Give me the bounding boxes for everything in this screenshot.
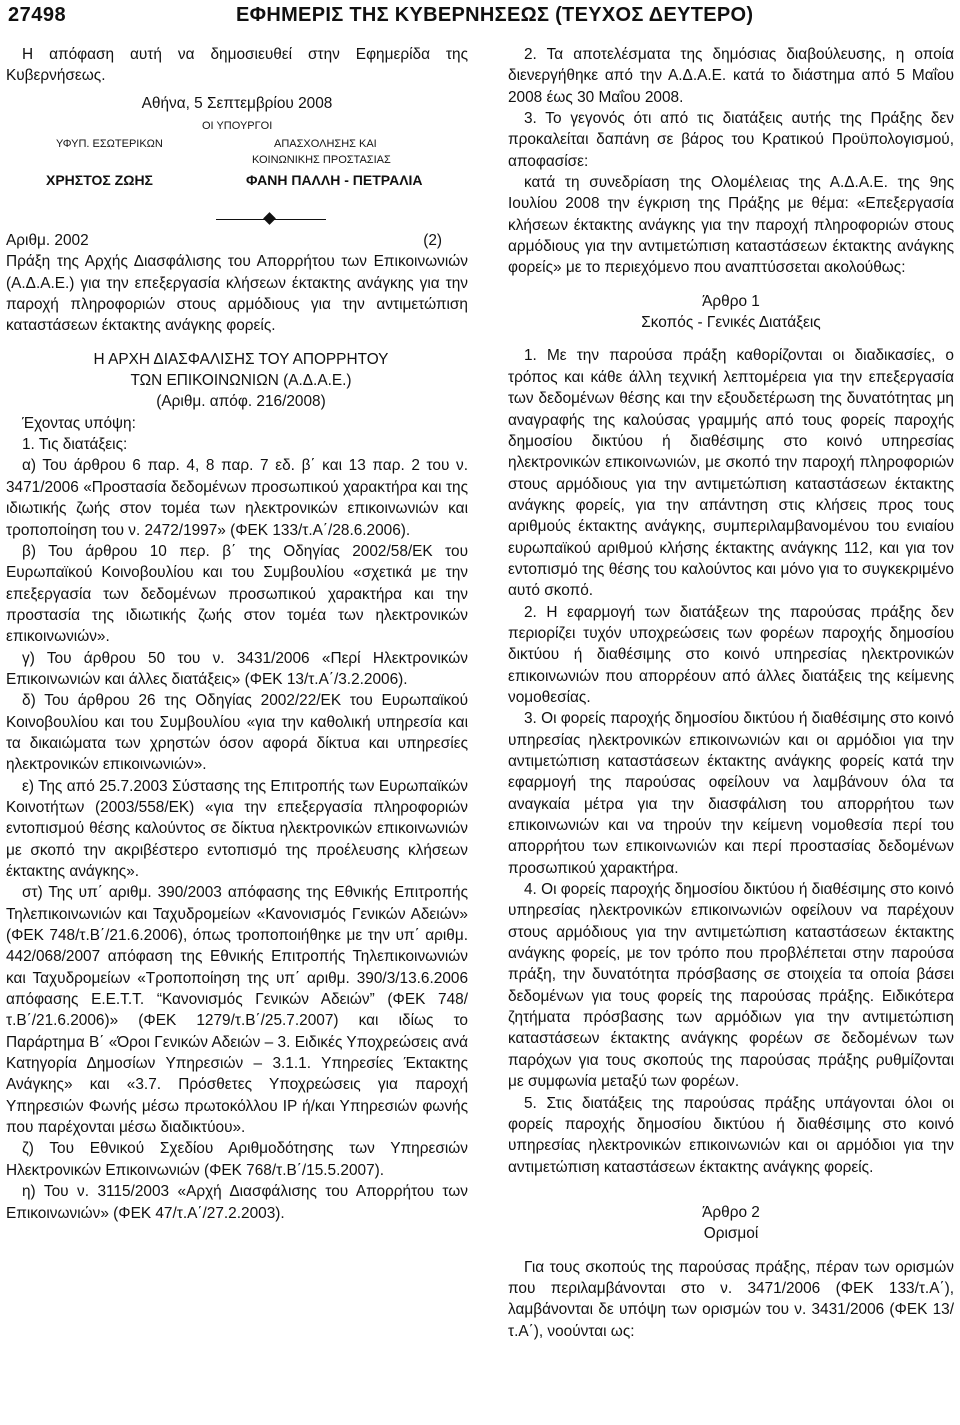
article1-body — [508, 345, 954, 1177]
provision-item: ζ) Του Εθνικού Σχεδίου Αριθμοδότησης των Υπηρεσιών Ηλεκτρονικών Επικοινωνιών (ΦΕΚ 768/τ.Β΄/15.5.2007). — [6, 1140, 468, 1179]
article1-paragraph: 4. Οι φορείς παροχής δημοσίου δικτύου ή διαθέσιμης στο κοινό υπηρεσίας ηλεκτρονικών επικοινωνιών οφείλουν να παρέχουν στους αρμόδιους για την αντιμετώπιση καταστάσεων έκτακτης ανάγκης φορείς, με τον τρόπο που προβλέπεται στην παρούσα πράξη, την δυνατότητα πρόσβασης σε στοιχεία τα οποία βάσει δεδομένων για τους φορείς της παρούσας πράξης. Ειδικότερα ζητήματα πρόσβασης των αρμόδιων για την αντιμετώπιση καταστάσεων έκτακτης ανάγκης φορέων σε δεδομένων των παρόχων για τους σκοπούς της παρούσας πράξης ρυθμίζονται με συμφωνία μεταξύ των φορέων. — [508, 881, 954, 1091]
authority-heading — [76, 349, 406, 413]
provision-item: η) Του ν. 3115/2003 «Αρχή Διασφάλισης του Απορρήτου των Επικοινωνιών» (ΦΕΚ 47/τ.Α΄/27.2.2003). — [6, 1183, 468, 1222]
provision-item: α) Του άρθρου 6 παρ. 4, 8 παρ. 7 εδ. β΄ και 13 παρ. 2 του ν. 3471/2006 «Προστασία δεδομένων προσωπικού χαρακτήρα και της ιδιωτικής ζωής στον τομέα των ηλεκτρονικών επικοινωνιών και τροποποίηση του ν. 2472/1997» (ΦΕΚ 133/τ.Α΄/28.6.2006). — [6, 457, 468, 539]
left-column — [6, 44, 468, 1224]
diamond-ornament-icon — [263, 212, 276, 225]
minister1-title: ΥΦΥΠ. ΕΣΩΤΕΡΙΚΩΝ — [56, 138, 163, 151]
article1-paragraph: 2. Η εφαρμογή των διατάξεων της παρούσας πράξης δεν περιορίζει τυχόν υποχρεώσεις των φορέων παροχής δημοσίου δικτύου ή διαθέσιμης στο κοινό υπηρεσίας ηλεκτρονικών επικοινωνιών που απορρέουν από άλλες διατάξεις της κείμενης νομοθεσίας. — [508, 603, 954, 706]
article1-title: Άρθρο 1 — [702, 292, 760, 310]
paragraph-2: 2. Τα αποτελέσματα της δημόσιας διαβούλευσης, η οποία διενεργήθηκε από την Α.Δ.Α.Ε. κατά το διάστημα από 5 Μαΐου 2008 έως 30 Μαΐου 2008. — [508, 46, 954, 106]
provision-item: γ) Του άρθρου 50 του ν. 3431/2006 «Περί Ηλεκτρονικών Επικοινωνιών και άλλες διατάξεις» (ΦΕΚ 13/τ.Α΄/3.2.2006). — [6, 649, 468, 688]
signature-block — [6, 114, 468, 210]
ministers-label: ΟΙ ΥΠΟΥΡΓΟΙ — [202, 120, 273, 133]
authority-line-1: Η ΑΡΧΗ ΔΙΑΣΦΑΛΙΣΗΣ ΤΟΥ ΑΠΟΡΡΗΤΟΥ — [93, 350, 389, 368]
provisions-list — [6, 455, 468, 1223]
minister1-name: ΧΡΗΣΤΟΣ ΖΩΗΣ — [46, 172, 153, 189]
section-divider — [6, 210, 468, 230]
article1-paragraph: 3. Οι φορείς παροχής δημοσίου δικτύου ή διαθέσιμης στο κοινό υπηρεσίας ηλεκτρονικών επικοινωνιών και οι αρμόδιοι για την αντιμετώπιση καταστάσεων έκτακτης ανάγκης φορείς κατά την εφαρμογή της παρούσας οφείλουν να λαμβάνουν όλα τα αναγκαία μέτρα για την διασφάλιση του απορρήτου των επικοινωνιών και να τηρούν την κείμενη νομοθεσία περί του απορρήτου των επικοινωνιών και περί προστασίας δεδομένων προσωπικού χαρακτήρα. — [508, 710, 954, 877]
minister2-title-line2: ΚΟΙΝΩΝΙΚΗΣ ΠΡΟΣΤΑΣΙΑΣ — [252, 154, 391, 167]
considering-label: Έχοντας υπόψη: — [22, 414, 136, 432]
doc-number-line — [6, 230, 468, 251]
article1-paragraph: 5. Στις διατάξεις της παρούσας πράξης υπάγονται όλοι οι φορείς παροχής δημοσίου δικτύου ή διαθέσιμης στο κοινό υπηρεσίας ηλεκτρονικών επικοινωνιών και οι αρμόδιοι για την αντιμετώπιση καταστάσεων έκτακτης ανάγκης φορείς. — [508, 1094, 954, 1176]
running-title: ΕΦΗΜΕΡΙΣ ΤΗΣ ΚΥΒΕΡΝΗΣΕΩΣ (ΤΕΥΧΟΣ ΔΕΥΤΕΡΟ) — [236, 4, 754, 26]
page-number: 27498 — [8, 4, 67, 26]
paragraph-3: 3. Το γεγονός ότι από τις διατάξεις αυτής της Πράξης δεν προκαλείται δαπάνη σε βάρος του Κρατικού Προϋπολογισμού, αποφασίσε: — [508, 110, 954, 170]
intro-paragraph: Η απόφαση αυτή να δημοσιευθεί στην Εφημερίδα της Κυβερνήσεως. — [6, 46, 468, 85]
provisions-label: 1. Τις διατάξεις: — [22, 436, 128, 454]
article2-intro: Για τους σκοπούς της παρούσας πράξης, πέραν των ορισμών που περιλαμβάνονται στο ν. 3471/2006 (ΦΕΚ 133/τ.Α΄), λαμβάνονται δε υπόψη των ορισμών του ν. 3431/2006 (ΦΕΚ 13/τ.Α΄), νοούνται ως: — [508, 1258, 954, 1340]
provision-item: στ) Της υπ΄ αριθμ. 390/2003 απόφασης της Εθνικής Επιτροπής Τηλεπικοινωνιών και Ταχυδρομείων «Κανονισμός Γενικών Αδειών» (ΦΕΚ 748/τ.Β΄/21.6.2006), όπως τροποποιήθηκε με την υπ΄ αριθμ. 442/068/2007 απόφαση της Εθνικής Επιτροπής Τηλεπικοινωνιών και Ταχυδρομείων «Τροποποίηση της υπ΄ αριθμ. 390/3/13.6.2006 απόφασης Ε.Ε.Τ.Τ. “Κανονισμός Γενικών Αδειών” (ΦΕΚ 748/τ.Β΄/21.6.2006)» (ΦΕΚ 1279/τ.Β΄/25.7.2007) και ιδίως το Παράρτημα Β΄ «Όροι Γενικών Αδειών – 3. Ειδικές Υποχρεώσεις ανά Κατηγορία Δημοσίων Υπηρεσιών – 3.1.1. Υπηρεσίες Έκτακτης Ανάγκης» και «3.7. Πρόσθετες Υποχρεώσεις για παροχή Υπηρεσιών Φωνής μέσω πρωτοκόλλου IP ή/και Υπηρεσιών φωνής που παρέχονται μέσω διαδικτύου». — [6, 884, 468, 1137]
provision-item: δ) Του άρθρου 26 της Οδηγίας 2002/22/ΕΚ του Ευρωπαϊκού Κοινοβουλίου και του Συμβουλίου «για την καθολική υπηρεσία και τα δικαιώματα των χρηστών όσον αφορά δίκτυα και υπηρεσίες ηλεκτρονικών επικοινωνιών». — [6, 692, 468, 774]
minister2-name: ΦΑΝΗ ΠΑΛΛΗ - ΠΕΤΡΑΛΙΑ — [246, 172, 423, 189]
decision-paragraph: κατά τη συνεδρίαση της Ολομέλειας της Α.Δ.Α.Ε. της 9ης Ιουλίου 2008 την έγκριση της Πράξης με θέμα: «Επεξεργασία κλήσεων έκτακτης ανάγκης για την παροχή πληροφοριών στους αρμόδιους για την αντιμετώπιση καταστάσεων έκτακτης ανάγκης φορείς» με το περιεχόμενο που αναπτύσσεται ακολούθως: — [508, 174, 954, 277]
minister2-title-line1: ΑΠΑΣΧΟΛΗΣΗΣ ΚΑΙ — [274, 138, 377, 151]
right-column — [508, 44, 954, 1342]
doc-title: Πράξη της Αρχής Διασφάλισης του Απορρήτου των Επικοινωνιών (Α.Δ.Α.Ε.) για την επεξεργασία κλήσεων έκτακτης ανάγκης για την παροχή πληροφοριών στους αρμόδιους για την αντιμετώπιση καταστάσεων έκτακτης ανάγκης φορείς. — [6, 253, 468, 335]
article2-title: Άρθρο 2 — [702, 1203, 760, 1221]
authority-ref: (Αριθμ. απόφ. 216/2008) — [156, 393, 326, 411]
provision-item: β) Του άρθρου 10 περ. β΄ της Οδηγίας 2002/58/ΕΚ του Ευρωπαϊκού Κοινοβουλίου και του Συμβουλίου «σχετικά με την επεξεργασία των δεδομένων προσωπικού χαρακτήρα και την προστασία της ιδιωτικής ζωής στον τομέα των ηλεκτρονικών επικοινωνιών». — [6, 542, 468, 646]
article1-subtitle: Σκοπός - Γενικές Διατάξεις — [641, 314, 821, 332]
doc-number: Αριθμ. 2002 — [6, 232, 89, 250]
date-line: Αθήνα, 5 Σεπτεμβρίου 2008 — [141, 94, 333, 112]
doc-index: (2) — [423, 232, 442, 250]
article1-paragraph: 1. Με την παρούσα πράξη καθορίζονται οι διαδικασίες, ο τρόπος και κάθε άλλη τεχνική λεπτομέρεια για την επεξεργασία των δεδομένων θέσης και την εξουδετέρωση της δυνατότητας μη αναγραφής της καλούσας γραμμής από τους φορείς παροχής δημοσίου δικτύου ή διαθέσιμης στο κοινό υπηρεσίας ηλεκτρονικών επικοινωνιών, με σκοπό την παροχή πληροφοριών στους αρμόδιους για την αντιμετώπιση καταστάσεων έκτακτης ανάγκης φορείς, για την απάντηση στις κλήσεις προς τους αριθμούς έκτακτης ανάγκης, συμπεριλαμβανομένου του ενιαίου ευρωπαϊκού αριθμού κλήσης έκτακτης ανάγκης 112, και για τον εντοπισμό της θέσης του καλούντος και μόνο για το συγκεκριμένο αυτό σκοπό. — [508, 347, 954, 600]
provision-item: ε) Της από 25.7.2003 Σύστασης της Επιτροπής των Ευρωπαϊκών Κοινοτήτων (2003/558/ΕΚ) «για την επεξεργασία πληροφοριών εντοπισμού θέσης καλούντος σε δίκτυα ηλεκτρονικών επικοινωνιών με σκοπό την ακριβέστερο εντοπισμό της προέλευσης κλήσεων έκτακτης ανάγκης». — [6, 777, 468, 880]
page-header — [0, 0, 960, 34]
authority-line-2: ΤΩΝ ΕΠΙΚΟΙΝΩΝΙΩΝ (Α.Δ.Α.Ε.) — [130, 372, 352, 390]
article2-subtitle: Ορισμοί — [703, 1225, 759, 1243]
